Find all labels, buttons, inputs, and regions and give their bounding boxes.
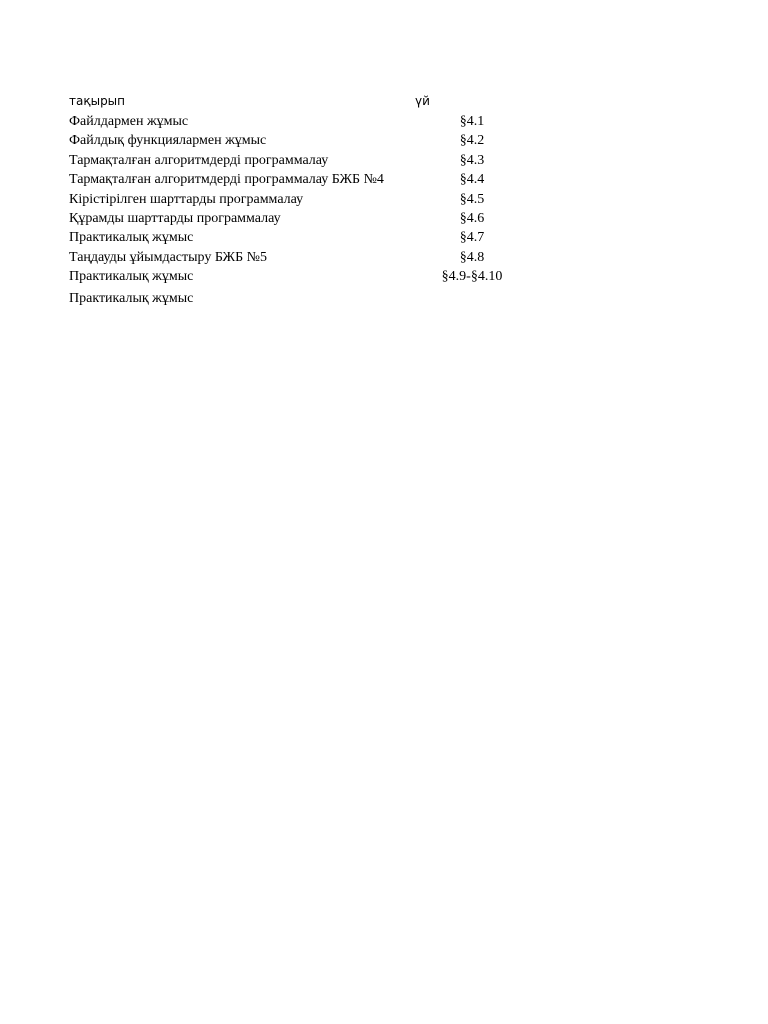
table-row	[69, 228, 529, 247]
table-row	[69, 131, 529, 150]
row-topic: Практикалық жұмыс	[69, 269, 194, 285]
row-topic: Практикалық жұмыс	[69, 230, 194, 246]
row-topic: Практикалық жұмыс	[69, 290, 194, 306]
row-topic: Құрамды шарттарды программалау	[69, 210, 281, 226]
row-section: §4.3	[459, 152, 485, 168]
row-section: §4.8	[459, 249, 485, 265]
row-section: §4.9-§4.10	[441, 269, 503, 285]
row-section: §4.7	[459, 230, 485, 246]
row-topic: Файлдармен жұмыс	[69, 114, 189, 129]
row-topic: Тармақталған алгоритмдерді программалау	[69, 152, 329, 168]
table-row	[69, 267, 529, 286]
row-topic: Файлдық функциялармен жұмыс	[69, 133, 267, 149]
row-topic: Кірістірілген шарттарды программалау	[69, 191, 304, 207]
table-row	[69, 289, 529, 309]
row-section: §4.1	[459, 114, 485, 129]
row-section: §4.2	[459, 133, 485, 149]
row-section: §4.6	[459, 210, 485, 226]
header-section: үй	[415, 94, 430, 108]
table-row	[69, 112, 529, 131]
row-topic: Тармақталған алгоритмдерді программалау БЖБ №4	[69, 172, 384, 188]
table-header-row	[69, 91, 529, 112]
topics-table	[69, 91, 529, 309]
row-section: §4.5	[459, 191, 485, 207]
header-topic: тақырып	[69, 94, 126, 108]
table-row	[69, 170, 529, 189]
table-row	[69, 209, 529, 228]
table-row	[69, 248, 529, 267]
row-section: §4.4	[459, 172, 485, 188]
table-row	[69, 190, 529, 209]
row-topic: Таңдауды ұйымдастыру БЖБ №5	[69, 249, 267, 265]
table-row	[69, 151, 529, 170]
